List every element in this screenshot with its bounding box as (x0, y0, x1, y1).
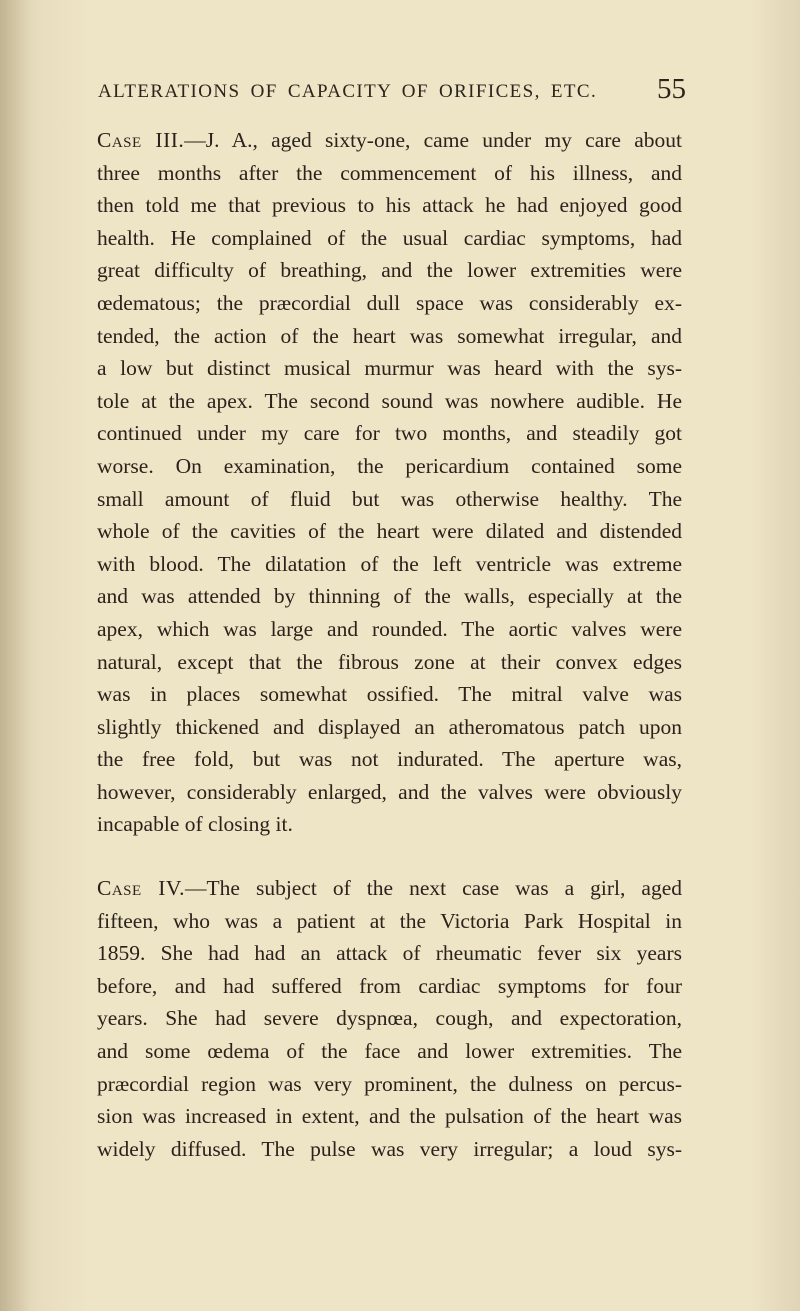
text-line: præcordial region was very prominent, the dulness on percus- (97, 1071, 682, 1096)
text-line: widely diffused. The pulse was very irregular; a loud sys- (97, 1136, 682, 1161)
text-line: was in places somewhat ossified. The mitral valve was (97, 682, 682, 707)
text-line: continued under my care for two months, and steadily got (97, 421, 682, 446)
text-line: 1859. She had had an attack of rheumatic fever six years (97, 941, 682, 966)
text-line: great difficulty of breathing, and the lower extremities were (97, 258, 682, 283)
text-line: then told me that previous to his attack he had enjoyed good (97, 193, 682, 218)
case-label: Case III. (97, 128, 185, 152)
text-line: health. He complained of the usual cardiac symptoms, had (97, 225, 682, 250)
text-line: slightly thickened and displayed an atheromatous patch upon (97, 714, 682, 739)
running-head: ALTERATIONS OF CAPACITY OF ORIFICES, ETC. (98, 81, 598, 102)
text-line: tole at the apex. The second sound was nowhere audible. He (97, 388, 682, 413)
text-line: before, and had suffered from cardiac symptoms for four (97, 973, 682, 998)
page-number: 55 (657, 73, 686, 105)
text-line: worse. On examination, the pericardium contained some (97, 453, 682, 478)
text-line: incapable of closing it. (97, 812, 293, 837)
text-line: whole of the cavities of the heart were dilated and distended (97, 519, 682, 544)
text-line: years. She had severe dyspnœa, cough, and expectoration, (97, 1006, 682, 1031)
text-line: however, considerably enlarged, and the valves were obviously (97, 779, 682, 804)
text-line: and some œdema of the face and lower extremities. The (97, 1039, 682, 1064)
text-line: natural, except that the fibrous zone at their convex edges (97, 649, 682, 674)
case-label: Case IV. (97, 876, 185, 901)
text-line: a low but distinct musical murmur was heard with the sys- (97, 356, 682, 381)
text-line: the free fold, but was not indurated. The aperture was, (97, 747, 682, 772)
text-line: Case IV.—The subject of the next case was a girl, aged (97, 876, 683, 901)
gutter-shadow (0, 0, 30, 1311)
text-line: tended, the action of the heart was somewhat irregular, and (97, 323, 682, 348)
body-text (97, 124, 682, 1165)
text-line: œdematous; the præcordial dull space was considerably ex- (97, 290, 682, 315)
case-iv-paragraph (97, 872, 682, 1165)
text-line: fifteen, who was a patient at the Victoria Park Hospital in (97, 908, 682, 933)
text-line: apex, which was large and rounded. The aortic valves were (97, 616, 682, 641)
text-line: and was attended by thinning of the walls, especially at the (97, 584, 682, 609)
text-line: three months after the commencement of his illness, and (97, 160, 682, 185)
text-line: small amount of fluid but was otherwise healthy. The (97, 486, 682, 511)
text-line: Case III.—J. A., aged sixty-one, came under my care about (97, 128, 682, 152)
case-iii-paragraph (97, 124, 682, 841)
text-line: with blood. The dilatation of the left ventricle was extreme (97, 551, 682, 576)
page-header (98, 73, 686, 113)
text-line: sion was increased in extent, and the pulsation of the heart was (97, 1104, 682, 1129)
paragraph-gap (97, 841, 682, 872)
